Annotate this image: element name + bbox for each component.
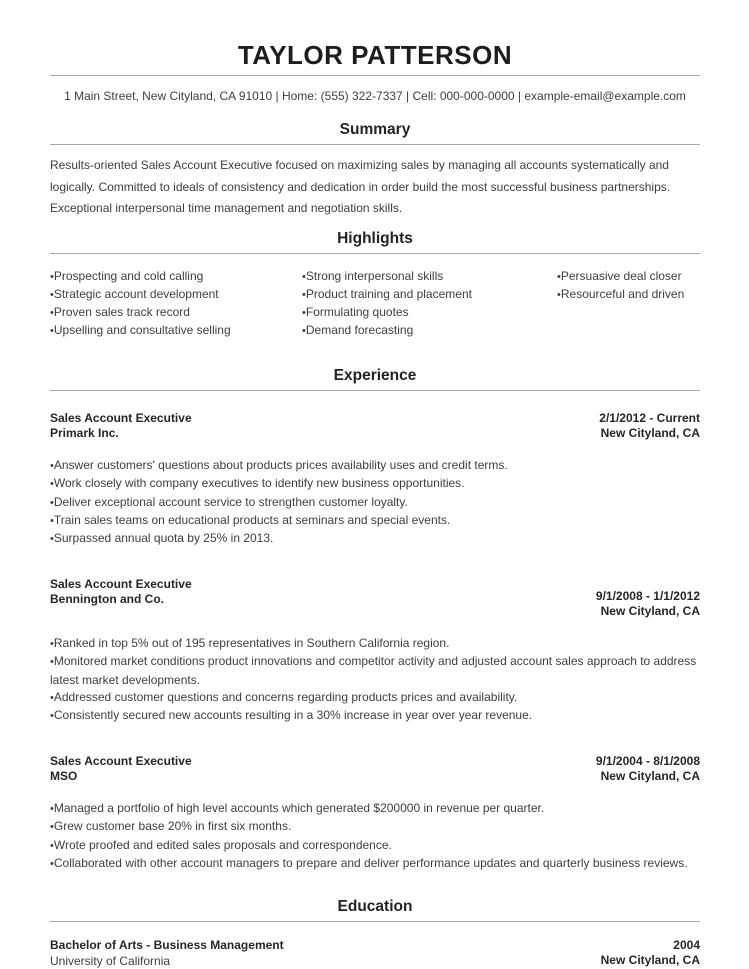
job-dates: 2/1/2012 - Current (599, 410, 700, 425)
job-bullet: • Grew customer base 20% in first six months. (50, 818, 700, 836)
job-title: Sales Account Executive (50, 410, 192, 425)
section-summary (50, 120, 700, 220)
job-entry-primark (50, 411, 700, 549)
education-degree: Bachelor of Arts - Business Management (50, 938, 284, 953)
summary-divider (50, 144, 700, 145)
job-location: New Cityland, CA (600, 425, 700, 440)
job-dates: 9/1/2004 - 8/1/2008 (595, 753, 700, 768)
education-heading: Education (337, 898, 413, 916)
job-bullet: • Answer customers' questions about products prices availability uses and credit terms. (50, 457, 700, 475)
section-experience (50, 366, 700, 874)
person-name: TAYLOR PATTERSON (237, 40, 513, 70)
job-header (50, 577, 700, 619)
job-company: Bennington and Co. (50, 591, 164, 606)
education-school: University of California (50, 953, 171, 968)
summary-heading: Summary (339, 121, 411, 138)
job-company: MSO (50, 768, 78, 783)
experience-divider (50, 390, 700, 391)
highlight-item: • Formulating quotes (302, 304, 557, 322)
job-bullet: • Deliver exceptional account service to strengthen customer loyalty. (50, 494, 700, 512)
resume-header (50, 40, 700, 105)
job-bullet: • Train sales teams on educational products at seminars and special events. (50, 512, 700, 530)
job-title: Sales Account Executive (50, 753, 192, 768)
highlights-grid (50, 268, 700, 341)
job-bullet: • Managed a portfolio of high level accounts which generated $200000 in revenue per quarter. (50, 800, 700, 818)
section-highlights (50, 229, 700, 341)
education-divider (50, 921, 700, 922)
job-entry-mso (50, 754, 700, 874)
highlight-item: • Resourceful and driven (557, 286, 700, 304)
job-bullet: • Addressed customer questions and concerns regarding products prices and availability. (50, 689, 700, 707)
education-year: 2004 (673, 938, 700, 953)
education-degree-block (50, 938, 284, 969)
job-date-block (599, 411, 700, 441)
job-company: Primark Inc. (50, 425, 119, 440)
job-bullet: • Wrote proofed and edited sales proposals and correspondence. (50, 837, 700, 855)
job-title-block (50, 577, 192, 607)
job-bullet-list (50, 635, 700, 726)
highlight-item: • Strong interpersonal skills (302, 268, 557, 286)
job-date-block (596, 754, 700, 784)
highlights-heading: Highlights (337, 229, 413, 247)
job-title-block (50, 411, 192, 441)
highlight-item: • Prospecting and cold calling (50, 268, 302, 286)
job-header (50, 754, 700, 784)
highlight-item: • Strategic account development (50, 286, 302, 304)
job-bullet: • Ranked in top 5% out of 195 representatives in Southern California region. (50, 635, 700, 653)
job-header (50, 411, 700, 441)
job-bullet: • Surpassed annual quota by 25% in 2013. (50, 530, 700, 548)
job-bullet: • Work closely with company executives to identify new business opportunities. (50, 475, 700, 493)
job-title: Sales Account Executive (50, 576, 192, 591)
highlight-item: • Persuasive deal closer (557, 268, 700, 286)
education-date-block (601, 938, 700, 968)
job-dates: 9/1/2008 - 1/1/2012 (595, 588, 700, 603)
highlights-column-2 (302, 268, 557, 341)
job-bullet-list (50, 800, 700, 874)
education-entry (50, 938, 700, 969)
job-location: New Cityland, CA (600, 603, 700, 618)
highlights-divider (50, 253, 700, 254)
experience-heading: Experience (333, 366, 417, 384)
job-location: New Cityland, CA (600, 768, 700, 783)
highlights-column-1 (50, 268, 302, 341)
header-divider (50, 75, 700, 76)
highlight-item: • Demand forecasting (302, 322, 557, 340)
highlights-column-3 (557, 268, 700, 341)
education-location: New Cityland, CA (600, 953, 700, 968)
summary-text: Results-oriented Sales Account Executive focused on maximizing sales by managing all accounts systematically and logically. Committed to ideals of consistency and dedication in order build the most successful business partnerships. Exceptional interpersonal time management and negotiation skills. (50, 158, 671, 215)
highlight-item: • Product training and placement (302, 286, 557, 304)
highlight-item: • Upselling and consultative selling (50, 322, 302, 340)
contact-line: 1 Main Street, New Cityland, CA 91010 | Home: (555) 322-7337 | Cell: 000-000-0000 | example-email@example.com (64, 89, 686, 103)
job-bullet-list (50, 457, 700, 549)
job-entry-bennington (50, 577, 700, 726)
job-date-block (596, 589, 700, 619)
job-title-block (50, 754, 192, 784)
highlight-item: • Proven sales track record (50, 304, 302, 322)
job-bullet: • Monitored market conditions product innovations and competitor activity and adjusted account sales approach to address latest market developments. (50, 653, 700, 689)
job-bullet: • Collaborated with other account managers to prepare and deliver performance updates and quarterly business reviews. (50, 855, 700, 873)
job-bullet: • Consistently secured new accounts resulting in a 30% increase in year over year revenue. (50, 707, 700, 725)
section-education (50, 897, 700, 969)
